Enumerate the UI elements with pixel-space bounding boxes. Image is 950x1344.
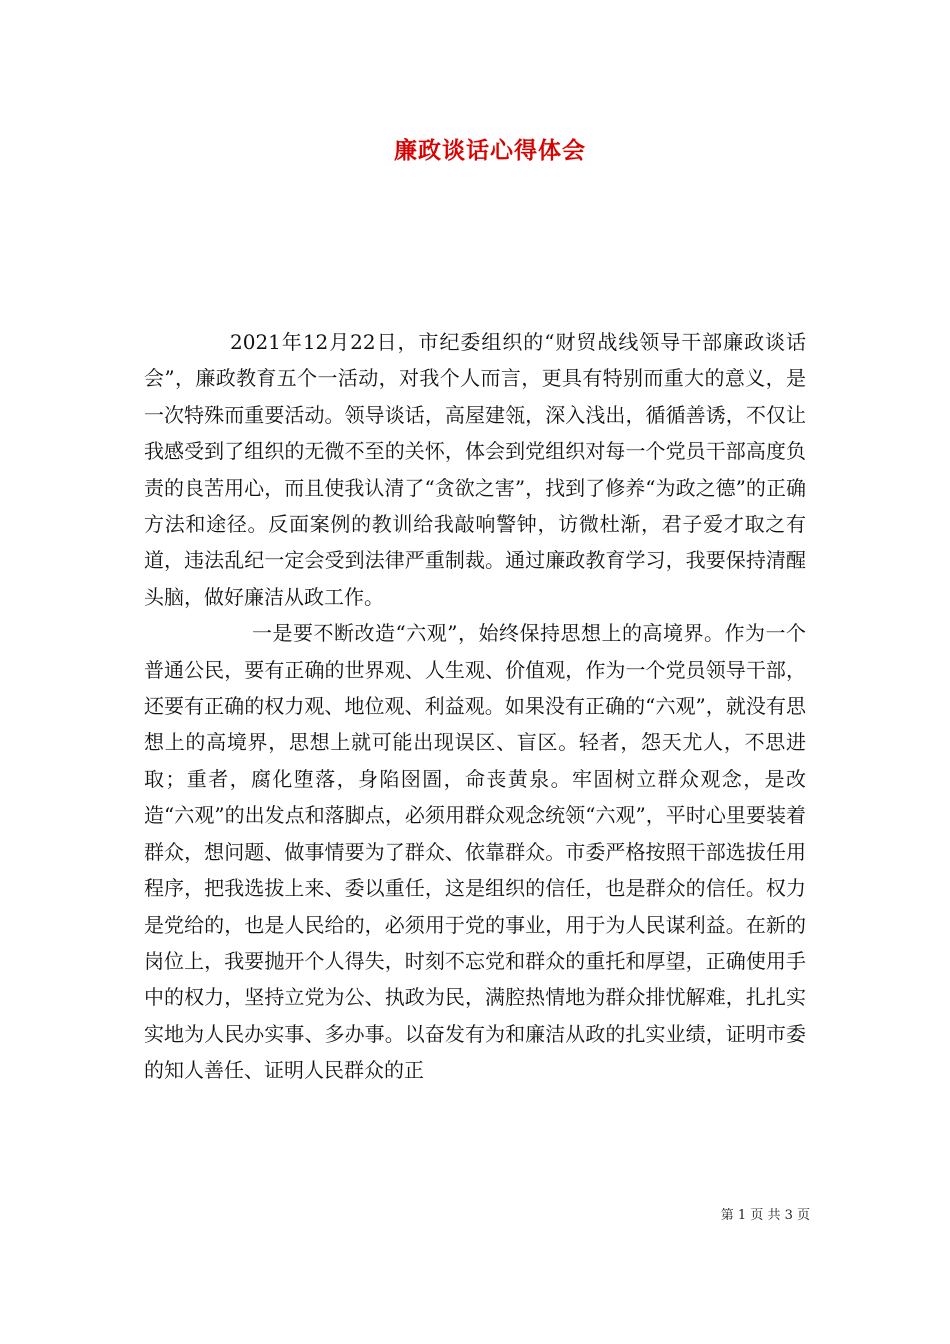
page-number: 第 1 页 共 3 页 (720, 1208, 810, 1223)
document-body (144, 324, 806, 1089)
paragraph-six-views: 一是要不断改造“六观”，始终保持思想上的高境界。作为一个普通公民，要有正确的世界观、人生观、价值观，作为一个党员领导干部，还要有正确的权力观、地位观、利益观。如果没有正确的“六观”，就没有思想上的高境界，思想上就可能出现误区、盲区。轻者，怨天尤人，不思进取；重者，腐化堕落，身陷囹圄，命丧黄泉。牢固树立群众观念，是改造“六观”的出发点和落脚点，必须用群众观念统领“六观”，平时心里要装着群众，想问题、做事情要为了群众、依靠群众。市委严格按照干部选拔任用程序，把我选拔上来、委以重任，这是组织的信任，也是群众的信任。权力是党给的，也是人民给的，必须用于党的事业，用于为人民谋利益。在新的岗位上，我要抛开个人得失，时刻不忘党和群众的重托和厚望，正确使用手中的权力，坚持立党为公、执政为民，满腔热情地为群众排忧解难，扎扎实实地为人民办实事、多办事。以奋发有为和廉洁从政的扎实业绩，证明市委的知人善任、证明人民群众的正 (144, 621, 806, 1083)
paragraph-intro: 2021年12月22日，市纪委组织的“财贸战线领导干部廉政谈话会”，廉政教育五个一活动，对我个人而言，更具有特别而重大的意义，是一次特殊而重要活动。领导谈话，高屋建瓴，深入浅出，循循善诱，不仅让我感受到了组织的无微不至的关怀，体会到党组织对每一个党员干部高度负责的良苦用心，而且使我认清了“贪欲之害”，找到了修养“为政之德”的正确方法和途径。反面案例的教训给我敲响警钟，访微杜渐，君子爱才取之有道，违法乱纪一定会受到法律严重制裁。通过廉政教育学习，我要保持清醒头脑，做好廉洁从政工作。 (144, 330, 806, 609)
document-title: 廉政谈话心得体会 (394, 137, 586, 164)
